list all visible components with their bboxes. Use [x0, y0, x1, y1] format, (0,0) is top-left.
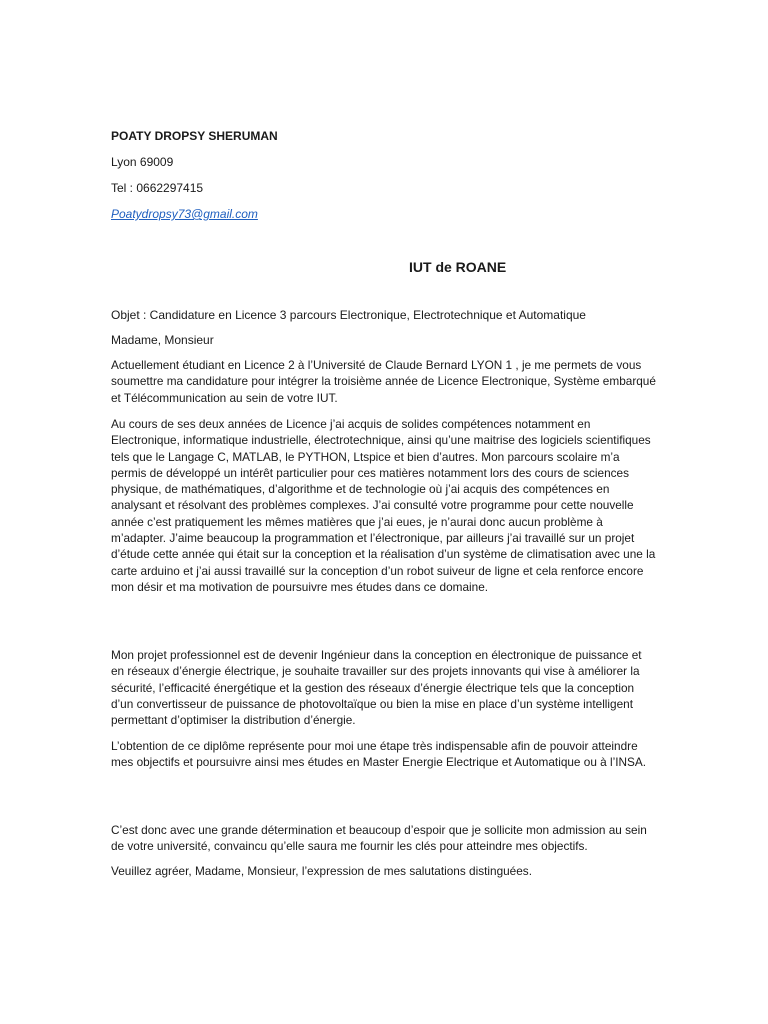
- subject-line: Objet : Candidature en Licence 3 parcours Electronique, Electrotechnique et Automatique: [111, 308, 586, 322]
- salutation: Madame, Monsieur: [111, 333, 214, 347]
- recipient-heading: IUT de ROANE: [409, 259, 507, 275]
- sender-phone: Tel : 0662297415: [111, 181, 204, 195]
- paragraph-diploma: L’obtention de ce diplôme représente pour moi une étape très indispensable afin de pouvoir atteindre mes objectifs et poursuivre ainsi mes études en Master Energie Electrique et Automatique ou à l’INSA.: [111, 739, 647, 770]
- sender-name: POATY DROPSY SHERUMAN: [111, 129, 278, 143]
- paragraph-closing: Veuillez agréer, Madame, Monsieur, l’expression de mes salutations distinguées.: [111, 864, 532, 878]
- paragraph-skills: Au cours de ses deux années de Licence j’ai acquis de solides compétences notamment en Electronique, informatique industrielle, électrotechnique, ainsi qu’une maitrise des logiciels scientifiques tels que le Langage C, MATLAB, le PYTHON, Ltspice et bien d’autres. Mon parcours scolaire m’a permis de développé un intérêt particulier pour ces matières notamment lors des cours de sciences physique, de mathématiques, d’algorithme et de technologie où j’ai acquis des compétences en analysant et résolvant des problèmes complexes. J’ai consulté votre programme pour cette nouvelle année c’est pratiquement les mêmes matières que j’ai eues, je n’aurai donc aucun problème à m’adapter. J’aime beaucoup la programmation et l’électronique, par ailleurs j’ai travaillé sur un projet d’étude cette année qui était sur la conception et la réalisation d’un système de climatisation avec une la carte arduino et j’ai aussi travaillé sur la conception d’un robot suiveur de ligne et cela renforce encore mon désir et ma motivation de poursuivre mes études dans ce domaine.: [111, 417, 656, 594]
- sender-email-link[interactable]: Poatydropsy73@gmail.com: [111, 207, 258, 221]
- paragraph-conclusion: C’est donc avec une grande détermination et beaucoup d’espoir que je sollicite mon admission au sein de votre université, convaincu qu’elle saura me fournir les clés pour atteindre mes objectifs.: [111, 823, 647, 854]
- paragraph-intro: Actuellement étudiant en Licence 2 à l’Université de Claude Bernard LYON 1 , je me permets de vous soumettre ma candidature pour intégrer la troisième année de Licence Electronique, Système embarqué et Télécommunication au sein de votre IUT.: [111, 358, 656, 405]
- paragraph-project: Mon projet professionnel est de devenir Ingénieur dans la conception en électronique de puissance et en réseaux d’énergie électrique, je souhaite travailler sur des projets innovants qui vise à améliorer la sécurité, l’efficacité énergétique et la gestion des réseaux d’énergie électrique tels que la conception d’un convertisseur de puissance de photovoltaïque ou bien la mise en place d’un système intelligent permettant d’optimiser la distribution d’énergie.: [111, 648, 642, 728]
- sender-city: Lyon 69009: [111, 155, 174, 169]
